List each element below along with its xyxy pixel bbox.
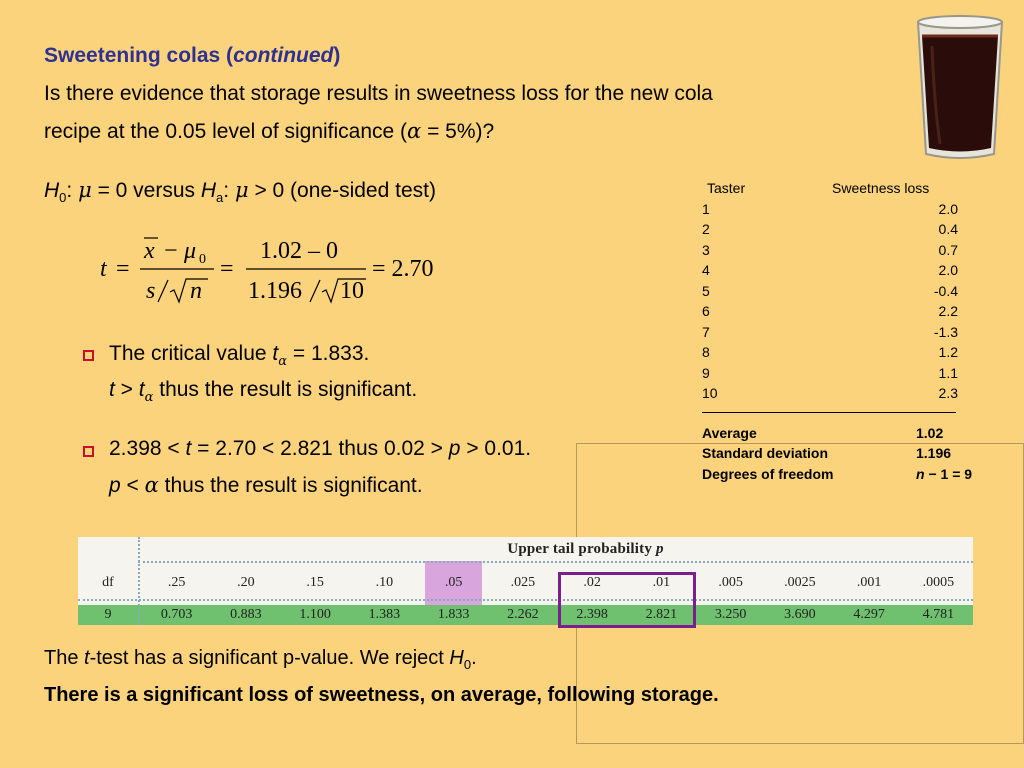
formula-den1: 1.196 bbox=[248, 278, 302, 304]
formula-minus: − bbox=[164, 238, 178, 264]
formula-num: 1.02 – 0 bbox=[260, 238, 338, 264]
prob-header: .001 bbox=[856, 575, 882, 590]
alpha-sub: α bbox=[278, 354, 288, 370]
taster-id: 4 bbox=[702, 262, 710, 278]
formula-den2: 10 bbox=[340, 278, 364, 304]
taster-id: 10 bbox=[702, 385, 718, 401]
critical-value: 2.398 bbox=[576, 607, 608, 622]
alpha-symbol: α bbox=[407, 119, 422, 143]
prob-header: .0005 bbox=[922, 575, 955, 590]
prob-header: .25 bbox=[167, 575, 186, 590]
question-line-1: Is there evidence that storage results in sweetness loss for the new cola bbox=[44, 82, 713, 105]
df-row-value: 9 bbox=[104, 607, 112, 622]
prob-header: .0025 bbox=[784, 575, 816, 590]
table-rule bbox=[702, 404, 956, 413]
col-sweetness-loss: Sweetness loss bbox=[832, 180, 930, 196]
t-statistic-formula bbox=[100, 230, 460, 310]
bullet-2-mid: = 2.70 < 2.821 thus 0.02 > bbox=[191, 437, 449, 460]
sweetness-loss-value: 0.7 bbox=[938, 241, 958, 258]
ha-sub: a bbox=[216, 190, 224, 206]
conclusion-line-2: There is a significant loss of sweetness, on average, following storage. bbox=[44, 684, 719, 706]
bullet-marker-1 bbox=[83, 350, 94, 361]
upper-tail-label: Upper tail probability bbox=[507, 541, 656, 557]
sweetness-loss-value: -0.4 bbox=[933, 282, 958, 299]
gt-sign: > bbox=[114, 378, 139, 401]
formula-s: s bbox=[146, 278, 156, 304]
h-symbol: H bbox=[44, 179, 60, 202]
title-close: ) bbox=[333, 44, 341, 67]
h0-sub: 0 bbox=[59, 190, 67, 206]
title-main: Sweetening colas ( bbox=[44, 44, 234, 67]
taster-row bbox=[702, 342, 956, 363]
t-symbol-3: t bbox=[138, 378, 145, 401]
critical-value: 1.833 bbox=[437, 607, 470, 622]
taster-id: 5 bbox=[702, 282, 710, 299]
cola-cup-image bbox=[910, 12, 1010, 162]
slide-title bbox=[44, 44, 340, 68]
prob-header: .15 bbox=[306, 575, 324, 590]
slash-1 bbox=[158, 280, 168, 302]
critical-value: 4.297 bbox=[853, 607, 885, 622]
df-label: Degrees of freedom bbox=[702, 465, 834, 482]
prob-header: .10 bbox=[375, 575, 394, 590]
alpha-symbol-2: α bbox=[144, 473, 159, 497]
df-rest: − 1 = 9 bbox=[924, 465, 973, 482]
taster-id: 1 bbox=[702, 200, 710, 217]
upper-tail-header bbox=[78, 541, 973, 558]
mu-symbol: μ bbox=[78, 178, 92, 202]
taster-row bbox=[702, 301, 956, 322]
bullet-1-line-1 bbox=[109, 342, 369, 369]
bullet-2-pre: 2.398 < bbox=[109, 437, 186, 460]
taster-table-header bbox=[702, 178, 956, 199]
p-symbol: p bbox=[448, 437, 461, 460]
null-rest: = 0 versus bbox=[91, 179, 201, 202]
taster-id: 2 bbox=[702, 221, 710, 237]
taster-row bbox=[702, 260, 956, 281]
prob-header: .01 bbox=[652, 575, 671, 590]
question-line-2-pre: recipe at the 0.05 level of significance ( bbox=[44, 120, 408, 143]
prob-header: .20 bbox=[237, 575, 255, 590]
alpha-sub-2: α bbox=[144, 390, 154, 406]
bullet-1-pre: The critical value bbox=[109, 342, 273, 365]
formula-eq-1: = bbox=[116, 256, 130, 282]
sweetness-loss-value: 2.0 bbox=[938, 262, 958, 278]
taster-row bbox=[702, 199, 956, 220]
critical-value: 3.690 bbox=[784, 607, 816, 622]
taster-row bbox=[702, 219, 956, 240]
sweetness-loss-value: 2.3 bbox=[938, 385, 958, 401]
question-line-2 bbox=[44, 119, 494, 144]
taster-id: 3 bbox=[702, 241, 710, 258]
taster-id: 6 bbox=[702, 303, 710, 319]
prob-header: .005 bbox=[718, 575, 743, 590]
average-value: 1.02 bbox=[916, 424, 944, 441]
taster-id: 9 bbox=[702, 364, 710, 381]
question-line-2-post: = 5%)? bbox=[421, 120, 495, 143]
conclusion-mid: -test has a significant p-value. We reject bbox=[89, 647, 450, 669]
col-taster: Taster bbox=[707, 180, 746, 196]
critical-value: 0.883 bbox=[230, 607, 262, 622]
sweetness-loss-value: 0.4 bbox=[938, 221, 958, 237]
table-horizontal-rule bbox=[138, 561, 973, 563]
hypotheses: $H_0$: μ = 0 versus $H_a$: μ > 0 (one-sided test) bbox=[44, 178, 436, 206]
formula-mu: μ bbox=[184, 238, 197, 264]
sd-value: 1.196 bbox=[916, 445, 952, 461]
alt-rest: > 0 (one-sided test) bbox=[248, 179, 436, 202]
conclusion-h0-sub: 0 bbox=[463, 657, 472, 672]
conclusion-line-1 bbox=[44, 647, 477, 672]
bullet-2-line-2 bbox=[109, 473, 423, 498]
h-symbol-alt: H bbox=[200, 179, 217, 202]
title-italic: continued bbox=[233, 44, 334, 67]
mu-symbol-alt: μ bbox=[234, 178, 249, 202]
df-n: n bbox=[916, 465, 925, 482]
bullet-1-post: = 1.833. bbox=[287, 342, 370, 365]
df-col-header: df bbox=[102, 575, 114, 590]
upper-tail-p: p bbox=[655, 541, 664, 557]
critical-value: 0.703 bbox=[160, 607, 193, 622]
taster-row bbox=[702, 240, 956, 261]
sweetness-loss-value: 2.0 bbox=[938, 200, 958, 217]
conclusion-end: . bbox=[471, 647, 477, 669]
t-symbol-4: t bbox=[185, 437, 192, 460]
prob-header: .02 bbox=[583, 575, 601, 590]
bullet-2-end: > 0.01. bbox=[460, 437, 532, 460]
bullet-1-line-2 bbox=[109, 378, 417, 405]
critical-value: 3.250 bbox=[714, 607, 747, 622]
formula-n: n bbox=[190, 278, 202, 304]
taster-row bbox=[702, 383, 956, 404]
lt-sign: < bbox=[120, 474, 145, 497]
formula-result: = 2.70 bbox=[372, 256, 434, 282]
t-table-excerpt bbox=[78, 537, 973, 625]
sqrt-n bbox=[170, 279, 208, 302]
critical-value: 4.781 bbox=[922, 607, 955, 622]
average-row bbox=[702, 423, 956, 444]
sd-row bbox=[702, 443, 956, 464]
critical-value: 1.383 bbox=[368, 607, 401, 622]
conclusion-h: H bbox=[449, 647, 464, 669]
conclusion-pre: The bbox=[44, 647, 85, 669]
formula-eq-2: = bbox=[220, 256, 234, 282]
bullet-1-line-2-post: thus the result is significant. bbox=[153, 378, 418, 401]
formula-xbar: x bbox=[144, 238, 155, 264]
t-symbol-2: t bbox=[109, 378, 115, 401]
bullet-marker-2 bbox=[83, 446, 94, 457]
sweetness-loss-value: 2.2 bbox=[938, 303, 958, 319]
selected-range-box bbox=[558, 572, 697, 628]
df-value bbox=[916, 464, 972, 485]
slash-2 bbox=[310, 280, 320, 302]
taster-row bbox=[702, 281, 956, 302]
taster-row bbox=[702, 322, 956, 343]
sweetness-loss-value: 1.1 bbox=[938, 364, 958, 381]
p-symbol-2: p bbox=[109, 474, 121, 497]
sweetness-loss-value: -1.3 bbox=[933, 323, 958, 340]
critical-value: 2.821 bbox=[645, 607, 678, 622]
formula-mu-sub: 0 bbox=[199, 252, 206, 267]
taster-id: 7 bbox=[702, 323, 710, 340]
bullet-2-line-1 bbox=[109, 437, 531, 461]
prob-header: .05 bbox=[444, 575, 463, 590]
df-row bbox=[702, 464, 973, 485]
conclusion-t: t bbox=[84, 647, 90, 669]
taster-table bbox=[702, 178, 973, 484]
bullet-2-line-2-post: thus the result is significant. bbox=[158, 474, 423, 497]
sd-label: Standard deviation bbox=[702, 445, 829, 461]
taster-row bbox=[702, 363, 956, 384]
critical-value: 1.100 bbox=[299, 607, 331, 622]
taster-id: 8 bbox=[702, 344, 710, 360]
average-label: Average bbox=[702, 424, 757, 441]
sweetness-loss-value: 1.2 bbox=[938, 344, 958, 360]
critical-value: 2.262 bbox=[507, 607, 539, 622]
t-symbol: t bbox=[272, 342, 279, 365]
formula-t: t bbox=[100, 256, 107, 282]
prob-header: .025 bbox=[510, 575, 536, 590]
table-horizontal-rule-2 bbox=[78, 599, 973, 601]
